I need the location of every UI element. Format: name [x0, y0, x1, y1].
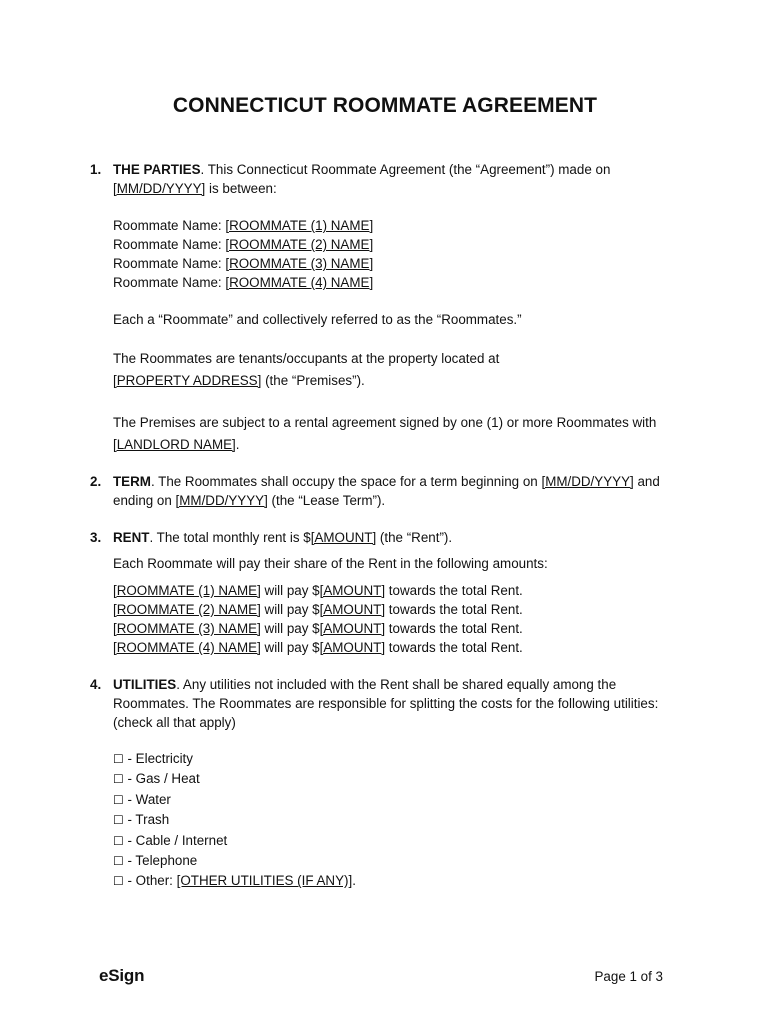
section-heading: RENT — [113, 530, 150, 545]
section-heading: TERM — [113, 474, 151, 489]
rent-share-row: [ROOMMATE (4) NAME] will pay $[AMOUNT] towards the total Rent. — [113, 640, 523, 655]
section-term: 2. TERM. The Roommates shall occupy the space for a term beginning on [MM/DD/YYYY] and ending on [MM/DD/YYYY] (the “Lease Term”). — [90, 474, 660, 508]
term-end-date-field[interactable]: [MM/DD/YYYY] — [175, 493, 268, 508]
other-utilities-field[interactable]: [OTHER UTILITIES (IF ANY)] — [176, 873, 353, 889]
section-parties: 1. THE PARTIES. This Connecticut Roommate Agreement (the “Agreement”) made on [MM/DD/YYYY] is between: — [90, 162, 611, 196]
section-rent: 3. RENT. The total monthly rent is $[AMOUNT] (the “Rent”). — [90, 530, 453, 545]
roommate-name-row: Roommate Name: [ROOMMATE (1) NAME] — [113, 218, 374, 233]
utility-item-telephone: ☐ - Telephone — [113, 853, 198, 869]
roommate-name-row: Roommate Name: [ROOMMATE (4) NAME] — [113, 275, 374, 290]
utility-item-other: ☐ - Other: [OTHER UTILITIES (IF ANY)]. — [113, 873, 356, 889]
roommate-4-name-field[interactable]: [ROOMMATE (4) NAME] — [225, 275, 374, 290]
landlord-paragraph: The Premises are subject to a rental agreement signed by one (1) or more Roommates with [LANDLORD NAME]. — [113, 415, 657, 452]
roommate-names-list — [90, 216, 690, 292]
property-address-field[interactable]: [PROPERTY ADDRESS] — [113, 373, 262, 388]
rent-roommate-1-name-field[interactable]: [ROOMMATE (1) NAME] — [113, 583, 261, 598]
landlord-name-field[interactable]: [LANDLORD NAME] — [113, 437, 236, 452]
checkbox-icon[interactable]: ☐ — [113, 792, 124, 807]
roommate-3-name-field[interactable]: [ROOMMATE (3) NAME] — [225, 256, 374, 271]
total-rent-amount-field[interactable]: [AMOUNT] — [310, 530, 377, 545]
rent-roommate-4-amount-field[interactable]: [AMOUNT] — [319, 640, 386, 655]
esign-logo: eSign — [99, 966, 145, 985]
utility-item-gas-heat: ☐ - Gas / Heat — [113, 771, 200, 787]
checkbox-icon[interactable]: ☐ — [113, 833, 124, 848]
collective-text: Each a “Roommate” and collectively referred to as the “Roommates.” — [113, 312, 522, 327]
document-title: CONNECTICUT ROOMMATE AGREEMENT — [172, 94, 598, 117]
rent-share-list — [90, 581, 690, 657]
checkbox-icon[interactable]: ☐ — [113, 752, 124, 766]
utility-item-trash: ☐ - Trash — [113, 812, 170, 828]
checkbox-icon[interactable]: ☐ — [113, 813, 124, 828]
rent-share-row: [ROOMMATE (1) NAME] will pay $[AMOUNT] towards the total Rent. — [113, 583, 523, 598]
utility-item-electricity: ☐ - Electricity — [113, 751, 193, 766]
page-number: Page 1 of 3 — [594, 969, 663, 984]
section-number: 3. — [90, 530, 102, 545]
term-start-date-field[interactable]: [MM/DD/YYYY] — [541, 474, 634, 489]
rent-roommate-2-name-field[interactable]: [ROOMMATE (2) NAME] — [113, 602, 261, 617]
rent-roommate-1-amount-field[interactable]: [AMOUNT] — [319, 583, 386, 598]
agreement-date-field[interactable]: [MM/DD/YYYY] — [113, 181, 206, 196]
rent-roommate-2-amount-field[interactable]: [AMOUNT] — [319, 602, 386, 617]
section-number: 4. — [90, 677, 102, 692]
section-heading: UTILITIES — [113, 677, 177, 692]
rent-roommate-3-name-field[interactable]: [ROOMMATE (3) NAME] — [113, 621, 261, 636]
checkbox-icon[interactable]: ☐ — [113, 854, 124, 869]
roommate-1-name-field[interactable]: [ROOMMATE (1) NAME] — [225, 218, 374, 233]
roommate-name-row: Roommate Name: [ROOMMATE (2) NAME] — [113, 237, 374, 252]
rent-roommate-4-name-field[interactable]: [ROOMMATE (4) NAME] — [113, 640, 261, 655]
utility-item-water: ☐ - Water — [113, 791, 171, 807]
rent-share-row: [ROOMMATE (2) NAME] will pay $[AMOUNT] towards the total Rent. — [113, 602, 523, 617]
section-heading: THE PARTIES — [113, 162, 201, 177]
checkbox-icon[interactable]: ☐ — [113, 874, 124, 889]
section-number: 1. — [90, 162, 102, 177]
rent-share-row: [ROOMMATE (3) NAME] will pay $[AMOUNT] towards the total Rent. — [113, 621, 523, 636]
section-utilities: 4. UTILITIES. Any utilities not included with the Rent shall be shared equally among the Roommates. The Roommates are responsible for splitting the costs for the following utilities: (check all that apply) — [90, 677, 659, 730]
utility-item-cable-internet: ☐ - Cable / Internet — [113, 832, 228, 848]
checkbox-icon[interactable]: ☐ — [113, 772, 124, 787]
property-paragraph: The Roommates are tenants/occupants at the property located at [PROPERTY ADDRESS] (the “Premises”). — [113, 351, 500, 388]
rent-roommate-3-amount-field[interactable]: [AMOUNT] — [319, 621, 386, 636]
utilities-checklist — [90, 749, 690, 892]
roommate-name-row: Roommate Name: [ROOMMATE (3) NAME] — [113, 256, 374, 271]
roommate-2-name-field[interactable]: [ROOMMATE (2) NAME] — [225, 237, 374, 252]
section-number: 2. — [90, 474, 102, 489]
rent-share-intro: Each Roommate will pay their share of the Rent in the following amounts: — [113, 556, 548, 571]
